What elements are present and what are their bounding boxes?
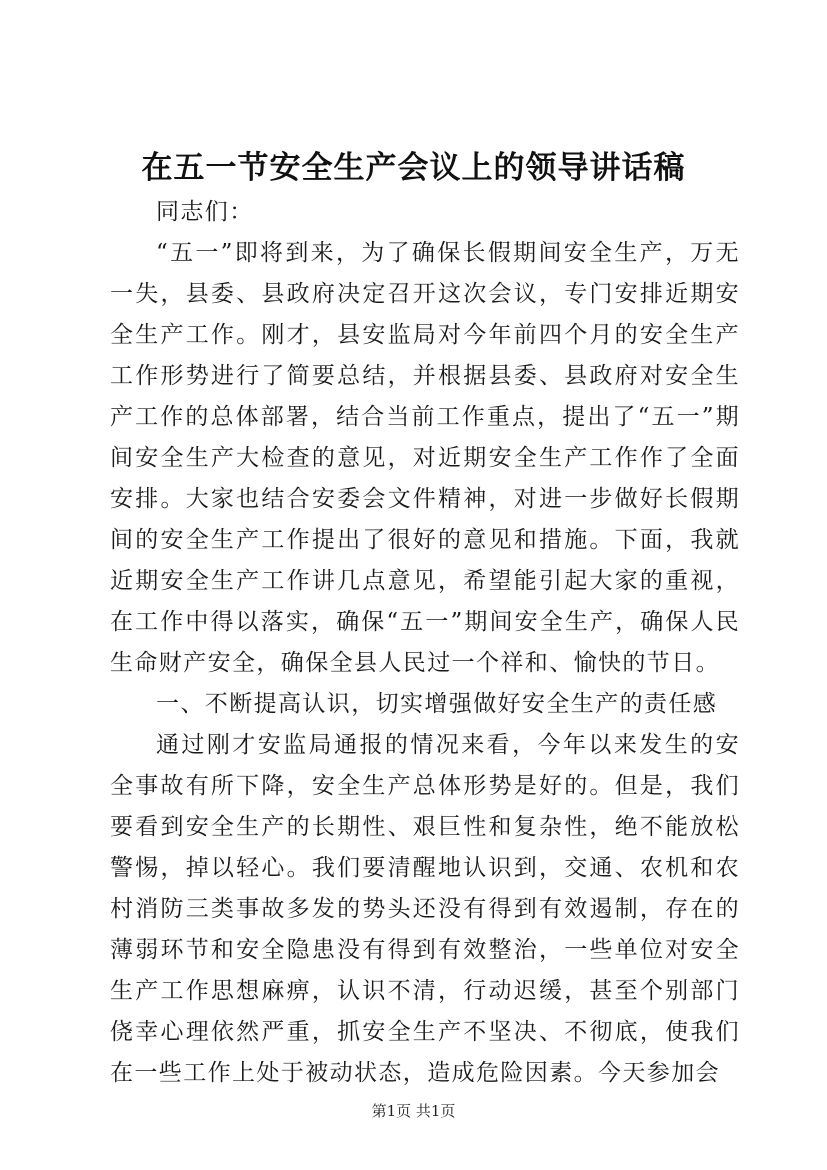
document-title: 在五一节安全生产会议上的领导讲话稿 [141,150,686,186]
salutation: 同志们： [156,199,254,225]
paragraph-section-1: 通过刚才安监局通报的情况来看，今年以来发生的安全事故有所下降，安全生产总体形势是好的。但是，我们要看到安全生产的长期性、艰巨性和复杂性，绝不能放松警惕，掉以轻心。我们要清醒地认识到，交通、农机和农村消防三类事故多发的势头还没有得到有效遏制，存在的薄弱环节和安全隐患没有得到有效整治，一些单位对安全生产工作思想麻痹，认识不清，行动迟缓，甚至个别部门侥幸心理依然严重，抓安全生产不坚决、不彻底，使我们在一些工作上处于被动状态，造成危险因素。今天参加会 [110,732,740,1086]
paragraph-intro: “五一”即将到来，为了确保长假期间安全生产，万无一失，县委、县政府决定召开这次会议，专门安排近期安全生产工作。刚才，县安监局对今年前四个月的安全生产工作形势进行了简要总结，并根据县委、县政府对安全生产工作的总体部署，结合当前工作重点，提出了“五一”期间安全生产大检查的意见，对近期安全生产工作作了全面安排。大家也结合安委会文件精神，对进一步做好长假期间的安全生产工作提出了很好的意见和措施。下面，我就近期安全生产工作讲几点意见，希望能引起大家的重视，在工作中得以落实，确保“五一”期间安全生产，确保人民生命财产安全，确保全县人民过一个祥和、愉快的节日。 [110,240,740,676]
section-heading-1: 一、不断提高认识，切实增强做好安全生产的责任感 [156,691,718,717]
page-footer: 第1页 共1页 [371,1102,456,1120]
document-body [110,192,740,1094]
